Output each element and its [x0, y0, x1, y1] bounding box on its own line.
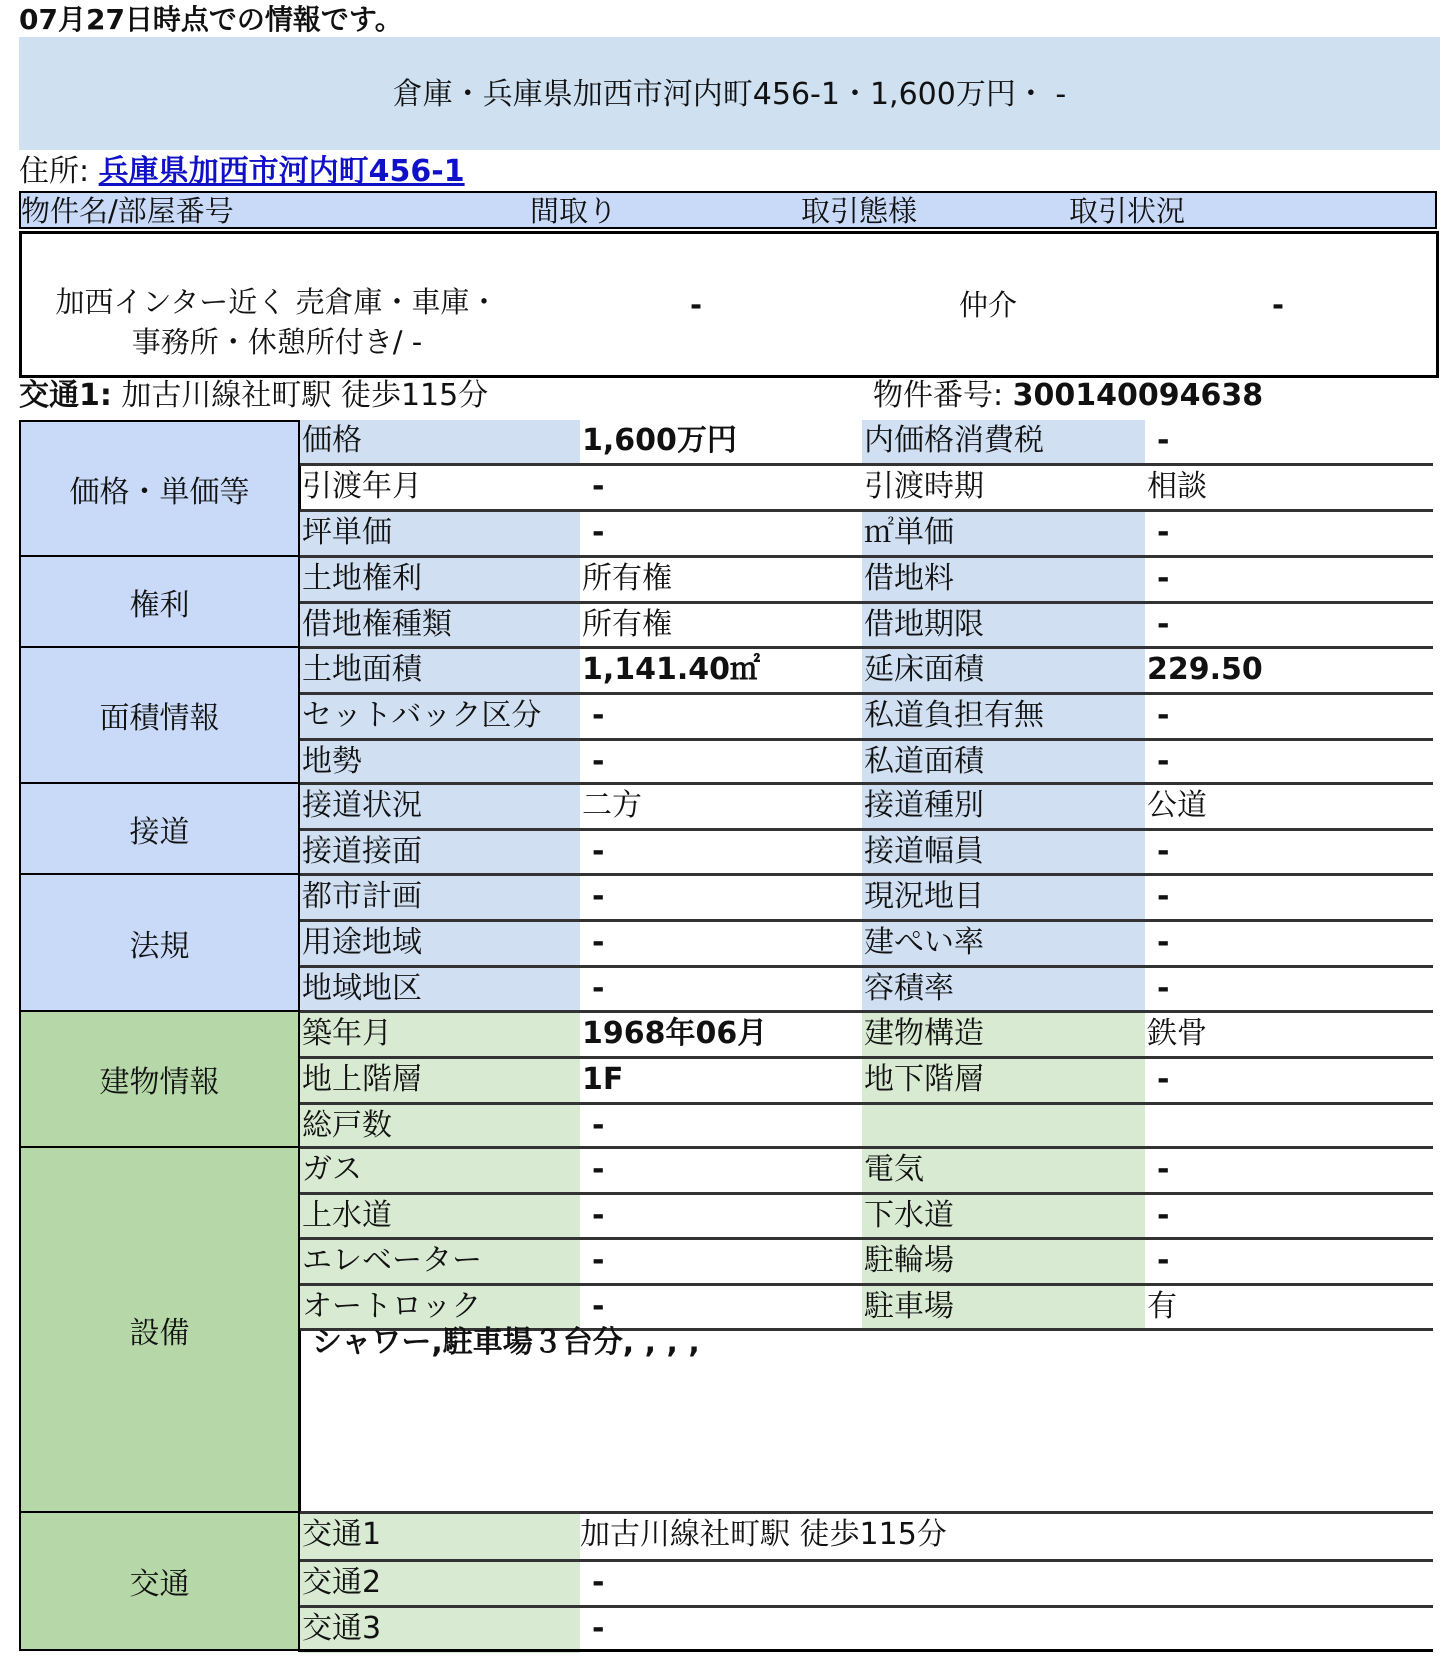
label-built-year: 築年月: [300, 1013, 580, 1058]
value-road-width: -: [1157, 834, 1170, 869]
label-setback: セットバック区分: [300, 695, 580, 740]
section-transport: 交通: [19, 1511, 300, 1651]
property-status: -: [1272, 288, 1285, 322]
property-name: [22, 282, 532, 362]
value-auto-lock: -: [592, 1289, 605, 1324]
value-terrain: -: [592, 744, 605, 779]
value-leasehold-type: 所有権: [582, 607, 672, 642]
transport-summary: [19, 376, 488, 416]
value-use-district: -: [592, 925, 605, 960]
value-delivery-timing: 相談: [1147, 469, 1207, 504]
label-road-width: 接道幅員: [862, 831, 1145, 876]
label-coverage-ratio: 建ぺい率: [862, 922, 1145, 967]
value-delivery-month: -: [592, 469, 605, 504]
label-city-planning: 都市計画: [300, 876, 580, 921]
date-note: 07月27日時点での情報です。: [19, 3, 403, 36]
label-electricity: 電気: [862, 1149, 1145, 1194]
value-land-rights: 所有権: [582, 561, 672, 596]
equipment-notes: シャワー,駐車場３台分, , , ,: [312, 1325, 700, 1360]
listing-header: [19, 191, 1437, 229]
value-coverage-ratio: -: [1157, 925, 1170, 960]
value-gas: -: [592, 1152, 605, 1187]
header-transaction-type: 取引態様: [801, 194, 918, 228]
label-parking: 駐車場: [862, 1286, 1145, 1331]
address-link[interactable]: 兵庫県加西市河内町456-1: [98, 154, 465, 189]
value-built-year: 1968年06月: [582, 1016, 768, 1051]
value-road-type: 公道: [1147, 788, 1207, 823]
property-summary: [19, 231, 1439, 378]
label-sewer: 下水道: [862, 1195, 1145, 1240]
value-elevator: -: [592, 1243, 605, 1278]
label-tax-included: 内価格消費税: [862, 420, 1145, 465]
value-floors-above: 1F: [582, 1062, 624, 1097]
label-floors-above: 地上階層: [300, 1059, 580, 1104]
header-layout: 間取り: [530, 194, 618, 228]
value-empty: [1145, 1105, 1433, 1150]
header-name: 物件名/部屋番号: [21, 194, 234, 228]
value-setback: -: [592, 698, 605, 733]
label-leasehold-type: 借地権種類: [300, 604, 580, 649]
value-lease-term: -: [1157, 607, 1170, 642]
label-empty: [862, 1105, 1145, 1150]
transport-value: 加古川線社町駅 徒歩115分: [121, 378, 489, 413]
value-floor-area: 229.50: [1147, 652, 1263, 687]
label-floors-below: 地下階層: [862, 1059, 1145, 1104]
label-road-type: 接道種別: [862, 785, 1145, 830]
value-floors-below: -: [1157, 1062, 1170, 1097]
label-lease-term: 借地期限: [862, 604, 1145, 649]
value-zone: -: [592, 971, 605, 1006]
value-electricity: -: [1157, 1152, 1170, 1187]
value-structure: 鉄骨: [1147, 1016, 1207, 1051]
property-transaction-type: 仲介: [959, 288, 1018, 322]
value-land-area: 1,141.40㎡: [582, 652, 761, 687]
property-number-label: 物件番号:: [873, 378, 1004, 413]
label-elevator: エレベーター: [300, 1240, 580, 1285]
section-area: 面積情報: [19, 646, 300, 784]
label-use-district: 用途地域: [300, 922, 580, 967]
section-price: 価格・単価等: [19, 420, 300, 557]
label-bicycle-parking: 駐輪場: [862, 1240, 1145, 1285]
label-land-rent: 借地料: [862, 558, 1145, 603]
label-floor-area: 延床面積: [862, 649, 1145, 694]
label-private-road-burden: 私道負担有無: [862, 695, 1145, 740]
value-floor-area-ratio: -: [1157, 971, 1170, 1006]
value-tsubo-price: -: [592, 515, 605, 550]
label-transport-3: 交通3: [300, 1608, 580, 1653]
value-private-road-burden: -: [1157, 698, 1170, 733]
label-land-area: 土地面積: [300, 649, 580, 694]
section-regulations: 法規: [19, 873, 300, 1012]
label-delivery-timing: 引渡時期: [864, 469, 984, 504]
value-current-land-use: -: [1157, 879, 1170, 914]
label-delivery-month: 引渡年月: [302, 469, 422, 504]
label-road-access: 接道状況: [300, 785, 580, 830]
label-sqm-price: ㎡単価: [862, 512, 1145, 557]
value-private-road-area: -: [1157, 744, 1170, 779]
label-road-frontage: 接道接面: [300, 831, 580, 876]
label-price: 価格: [300, 420, 580, 465]
label-current-land-use: 現況地目: [862, 876, 1145, 921]
value-transport-1: 加古川線社町駅 徒歩115分: [580, 1517, 947, 1552]
section-rights: 権利: [19, 555, 300, 648]
label-gas: ガス: [300, 1149, 580, 1194]
property-name-line1: 加西インター近く 売倉庫・車庫・: [55, 285, 499, 319]
section-building: 建物情報: [19, 1010, 300, 1148]
label-total-units: 総戸数: [300, 1105, 580, 1150]
value-bicycle-parking: -: [1157, 1243, 1170, 1278]
address-label: 住所:: [19, 154, 90, 189]
value-road-frontage: -: [592, 834, 605, 869]
value-transport-3: -: [592, 1611, 605, 1646]
section-equipment: 設備: [19, 1146, 300, 1513]
label-zone: 地域地区: [300, 968, 580, 1013]
label-private-road-area: 私道面積: [862, 741, 1145, 786]
property-number-value: 300140094638: [1012, 378, 1264, 413]
address-line: [19, 152, 465, 192]
property-layout: -: [690, 288, 703, 322]
value-sqm-price: -: [1157, 515, 1170, 550]
section-road: 接道: [19, 782, 300, 875]
label-auto-lock: オートロック: [300, 1286, 580, 1331]
value-parking: 有: [1147, 1289, 1177, 1324]
title-banner: [19, 37, 1440, 150]
table-bottom-border: [298, 1649, 1433, 1652]
property-name-line2: 事務所・休憩所付き/ -: [131, 325, 423, 359]
label-structure: 建物構造: [862, 1013, 1145, 1058]
value-city-planning: -: [592, 879, 605, 914]
value-transport-2: -: [592, 1565, 605, 1600]
transport-label: 交通1:: [19, 378, 112, 413]
label-terrain: 地勢: [300, 741, 580, 786]
value-road-access: 二方: [582, 788, 642, 823]
value-land-rent: -: [1157, 561, 1170, 596]
label-tsubo-price: 坪単価: [300, 512, 580, 557]
property-number: [873, 376, 1263, 416]
header-status: 取引状況: [1069, 194, 1186, 228]
label-transport-1: 交通1: [300, 1514, 580, 1559]
banner-title: 倉庫・兵庫県加西市河内町456-1・1,600万円・ -: [392, 77, 1067, 112]
label-floor-area-ratio: 容積率: [862, 968, 1145, 1013]
value-water-supply: -: [592, 1198, 605, 1233]
value-price: 1,600万円: [582, 423, 737, 458]
label-transport-2: 交通2: [300, 1562, 580, 1607]
value-total-units: -: [592, 1108, 605, 1143]
label-water-supply: 上水道: [300, 1195, 580, 1240]
label-land-rights: 土地権利: [300, 558, 580, 603]
value-sewer: -: [1157, 1198, 1170, 1233]
value-tax-included: -: [1157, 423, 1170, 458]
